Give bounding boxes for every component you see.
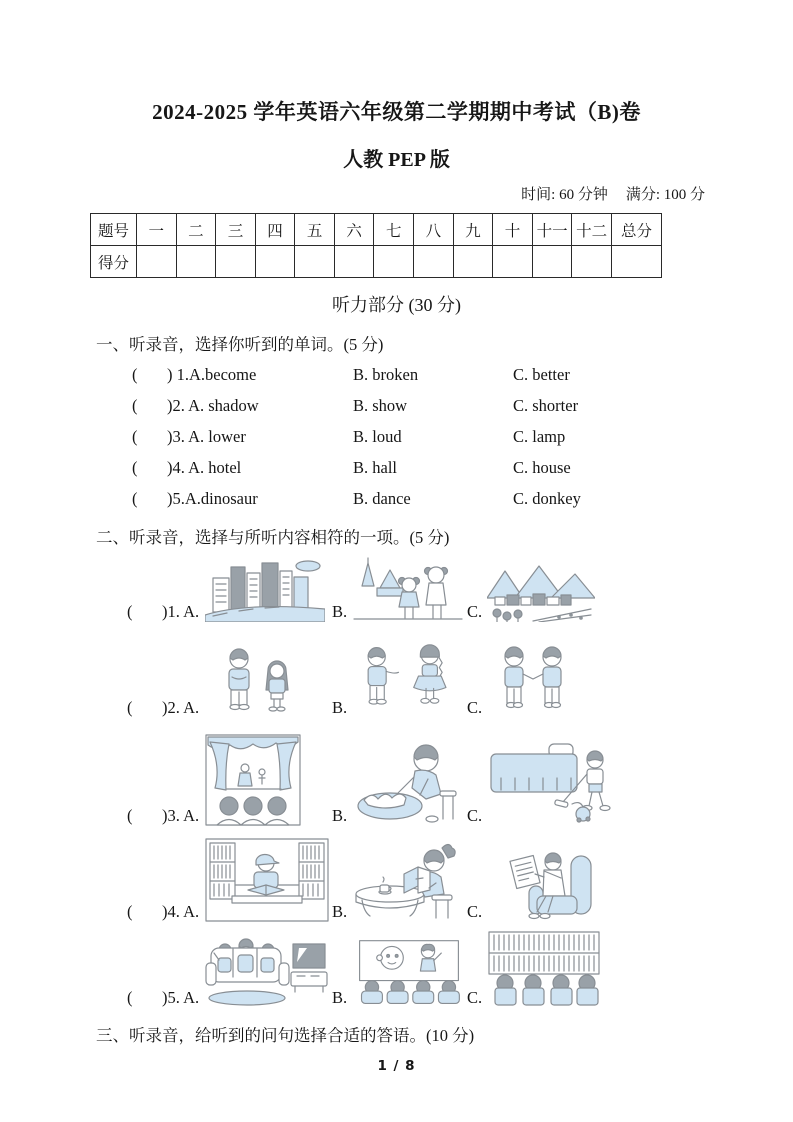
option-b: B. show <box>353 396 408 415</box>
score-table-header-cell: 题号 <box>91 214 137 246</box>
question-label: )1. A. <box>162 602 200 622</box>
score-table-header-cell: 十 <box>493 214 533 246</box>
option-c: C. house <box>513 458 571 477</box>
boy-and-taller-girl-illustration <box>352 638 464 718</box>
option-b: B. dance <box>353 489 411 508</box>
answer-bracket: ( <box>132 458 138 477</box>
option-a: )3. A. lower <box>167 427 246 446</box>
man-reading-newspaper-armchair-illustration <box>487 844 597 922</box>
score-table-header-cell: 一 <box>137 214 177 246</box>
score-cell <box>493 246 533 278</box>
section-two-title: 二、听录音，选择与所听内容相符的一项。(5 分) <box>96 528 450 547</box>
score-cell <box>453 246 493 278</box>
picture-question-row <box>127 638 793 718</box>
option-c: C. lamp <box>513 427 566 446</box>
question-label: )4. A. <box>162 902 200 922</box>
question-row <box>132 488 793 510</box>
section-three-title: 三、听录音，给听到的问句选择合适的答语。(10 分) <box>96 1026 475 1045</box>
score-cell <box>414 246 454 278</box>
option-a: )5.A.dinosaur <box>167 489 258 508</box>
score-table-header-row <box>91 214 662 246</box>
question-row <box>132 364 793 386</box>
score-cell <box>334 246 374 278</box>
amusement-park-visitors-illustration <box>352 556 464 622</box>
option-b-label: B. <box>332 902 348 922</box>
audience-watching-screen-illustration <box>352 938 466 1008</box>
students-reading-in-library-illustration <box>487 930 601 1008</box>
answer-bracket: ( <box>132 365 138 384</box>
score-table-header-cell: 七 <box>374 214 414 246</box>
picture-question-row <box>127 838 793 922</box>
family-watching-tv-illustration <box>205 932 329 1008</box>
option-c-label: C. <box>467 698 483 718</box>
score-table-header-cell: 五 <box>295 214 335 246</box>
score-table-header-cell: 二 <box>176 214 216 246</box>
option-c: C. better <box>513 365 570 384</box>
score-table-score-row <box>91 246 662 278</box>
option-c: C. shorter <box>513 396 579 415</box>
option-b-label: B. <box>332 698 348 718</box>
score-cell <box>612 246 662 278</box>
girl-reading-at-table-illustration <box>352 838 464 922</box>
exam-meta <box>0 183 705 204</box>
score-table-header-cell: 四 <box>255 214 295 246</box>
picture-question-row <box>127 734 793 826</box>
question-label: )2. A. <box>162 698 200 718</box>
score-table-header-cell: 九 <box>453 214 493 246</box>
score-cell <box>374 246 414 278</box>
option-a: )2. A. shadow <box>167 396 259 415</box>
page-number: 1 / 8 <box>377 1058 416 1074</box>
answer-bracket: ( <box>132 489 138 508</box>
score-table-header-cell: 六 <box>334 214 374 246</box>
page-title: 2024-2025 学年英语六年级第二学期期中考试（B)卷 <box>152 100 641 124</box>
picture-question-row <box>127 556 793 622</box>
answer-bracket: ( <box>127 806 133 826</box>
option-c-label: C. <box>467 806 483 826</box>
full-score-label: 满分: 100 分 <box>625 187 705 203</box>
answer-bracket: ( <box>127 988 133 1008</box>
option-c-label: C. <box>467 902 483 922</box>
score-cell <box>295 246 335 278</box>
puppet-show-theatre-illustration <box>205 734 301 826</box>
option-b-label: B. <box>332 602 348 622</box>
question-label: )3. A. <box>162 806 200 826</box>
score-table-header-cell: 三 <box>216 214 256 246</box>
answer-bracket: ( <box>132 427 138 446</box>
score-table-header-cell: 总分 <box>612 214 662 246</box>
mountain-village-illustration <box>487 564 595 622</box>
boy-reading-in-library-illustration <box>205 838 329 922</box>
picture-question-row <box>127 930 793 1008</box>
two-boys-holding-hands-illustration <box>487 642 585 718</box>
question-row <box>132 395 793 417</box>
score-cell <box>255 246 295 278</box>
tall-boy-short-girl-illustration <box>205 642 309 718</box>
score-table <box>90 213 662 278</box>
answer-bracket: ( <box>132 396 138 415</box>
option-c-label: C. <box>467 602 483 622</box>
child-washing-clothes-illustration <box>352 742 464 826</box>
score-table-header-cell: 八 <box>414 214 454 246</box>
score-row-label: 得分 <box>91 246 137 278</box>
option-b: B. hall <box>353 458 397 477</box>
boy-vacuuming-bedroom-illustration <box>487 738 619 826</box>
question-row <box>132 457 793 479</box>
score-table-header-cell: 十二 <box>572 214 612 246</box>
section-one-title: 一、听录音，选择你听到的单词。(5 分) <box>96 335 384 354</box>
city-buildings-road-illustration <box>205 558 325 622</box>
listening-part-heading: 听力部分 (30 分) <box>332 295 461 315</box>
score-cell <box>572 246 612 278</box>
option-b: B. broken <box>353 365 419 384</box>
option-b-label: B. <box>332 988 348 1008</box>
score-cell <box>216 246 256 278</box>
option-a: )4. A. hotel <box>167 458 242 477</box>
option-b: B. loud <box>353 427 402 446</box>
score-table-header-cell: 十一 <box>532 214 572 246</box>
question-label: )5. A. <box>162 988 200 1008</box>
page-subtitle: 人教 PEP 版 <box>343 149 450 171</box>
time-label: 时间: 60 分钟 <box>521 187 608 203</box>
option-c: C. donkey <box>513 489 581 508</box>
score-cell <box>137 246 177 278</box>
score-cell <box>176 246 216 278</box>
answer-bracket: ( <box>127 902 133 922</box>
option-c-label: C. <box>467 988 483 1008</box>
option-b-label: B. <box>332 806 348 826</box>
question-row <box>132 426 793 448</box>
option-a: ) 1.A.become <box>167 365 257 384</box>
score-cell <box>532 246 572 278</box>
answer-bracket: ( <box>127 602 133 622</box>
answer-bracket: ( <box>127 698 133 718</box>
